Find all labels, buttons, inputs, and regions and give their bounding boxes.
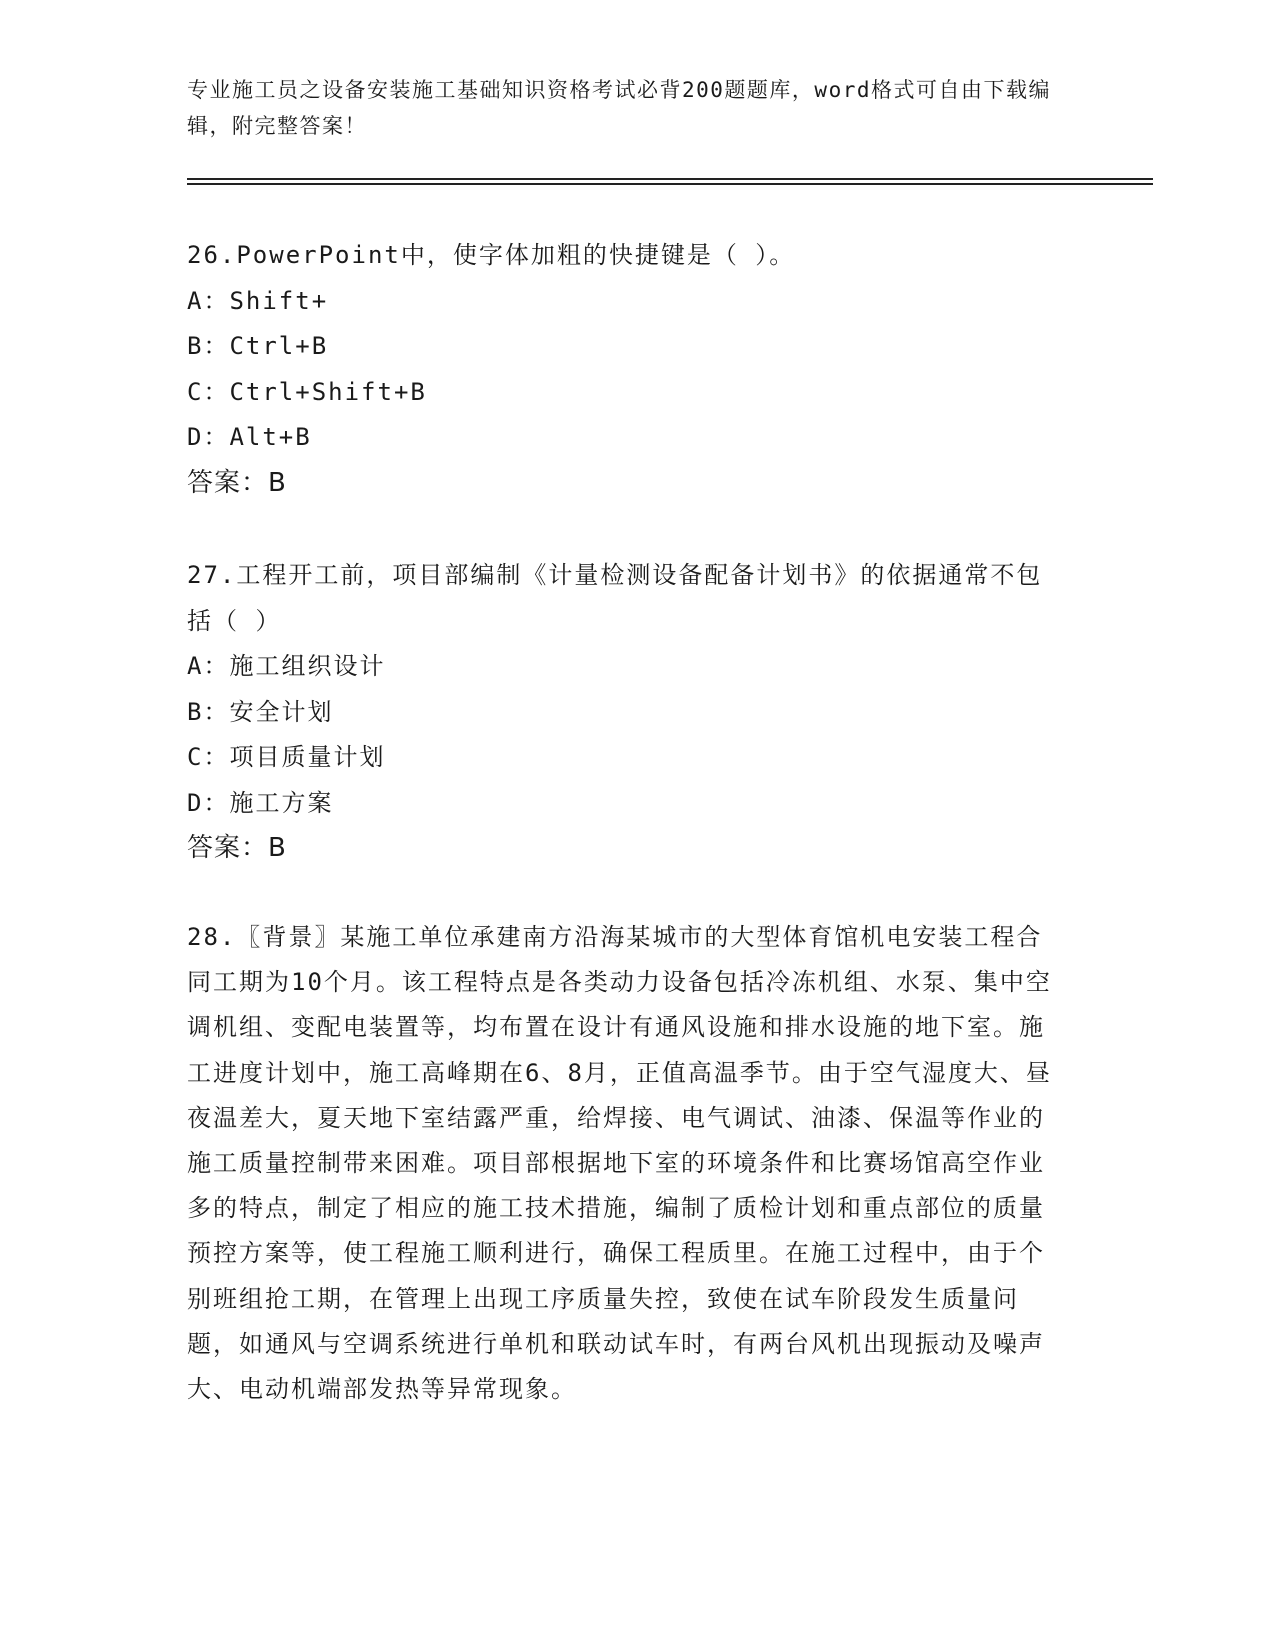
option-b: B：安全计划 — [187, 697, 334, 726]
question-28 — [187, 915, 1067, 1412]
question-26 — [187, 233, 1067, 506]
option-d: D：施工方案 — [187, 788, 334, 817]
question-27 — [187, 553, 1067, 872]
option-d: D：Alt+B — [187, 423, 312, 451]
option-b: B：Ctrl+B — [187, 332, 329, 360]
question-stem: 27.工程开工前，项目部编制《计量检测设备配备计划书》的依据通常不包括（ ） — [187, 561, 1043, 635]
question-stem: 26.PowerPoint中，使字体加粗的快捷键是（ ）。 — [187, 241, 796, 269]
question-stem: 28.〖背景〗某施工单位承建南方沿海某城市的大型体育馆机电安装工程合同工期为10个月。该工程特点是各类动力设备包括冷冻机组、水泵、集中空调机组、变配电装置等，均布置在设计有通风设施和排水设施的地下室。施工进度计划中，施工高峰期在6、8月，正值高温季节。由于空气湿度大、昼夜温差大，夏天地下室结露严重，给焊接、电气调试、油漆、保温等作业的施工质量控制带来困难。项目部根据地下室的环境条件和比赛场馆高空作业多的特点，制定了相应的施工技术措施，编制了质检计划和重点部位的质量预控方案等，使工程施工顺利进行，确保工程质里。在施工过程中，由于个别班组抢工期，在管理上出现工序质量失控，致使在试车阶段发生质量问题，如通风与空调系统进行单机和联动试车时，有两台风机出现振动及噪声大、电动机端部发热等异常现象。 — [187, 923, 1052, 1404]
option-a: A：Shift+ — [187, 286, 329, 315]
header-divider-bottom — [187, 183, 1153, 185]
option-c: C：项目质量计划 — [187, 743, 386, 771]
answer-line: 答案：B — [187, 833, 287, 863]
option-a: A：施工组织设计 — [187, 652, 386, 680]
document-header: 专业施工员之设备安装施工基础知识资格考试必背200题题库，word格式可自由下载编辑，附完整答案！ — [187, 78, 1051, 138]
answer-line: 答案：B — [187, 467, 287, 498]
header-divider-top — [187, 178, 1153, 180]
option-c: C：Ctrl+Shift+B — [187, 377, 427, 406]
